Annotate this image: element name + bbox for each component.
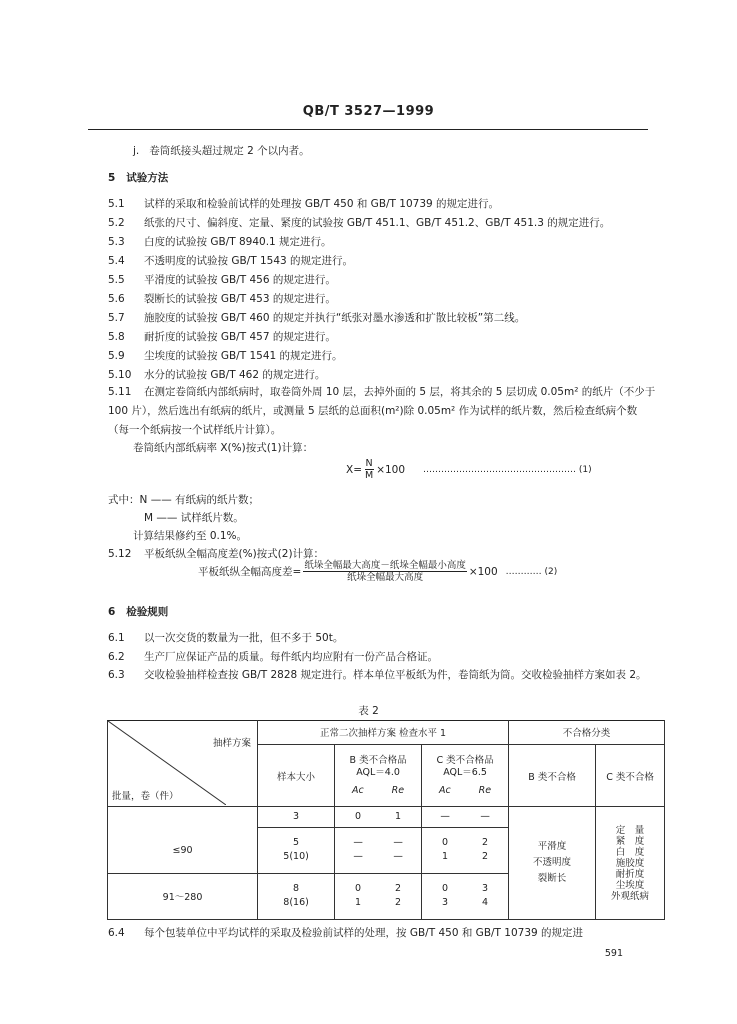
c-accept-cell [422, 807, 509, 828]
clause-5-4 [108, 253, 353, 268]
b-aql-label: AQL＝4.0 [356, 767, 400, 779]
clause-5-9 [108, 348, 343, 363]
clause-5-2 [108, 215, 610, 230]
section-6-title: 检验规则 [126, 606, 169, 618]
sampling-table [107, 720, 665, 920]
clause-number: 5.12 [108, 548, 132, 560]
clause-number: 5.8 [108, 331, 125, 343]
clause-5-5 [108, 272, 336, 287]
clause-number: 6.2 [108, 651, 125, 663]
c-class-header [422, 744, 509, 806]
formula-2-fraction [303, 560, 467, 583]
corner-bottom-label: 批量，卷（件） [112, 791, 179, 803]
clause-5-6 [108, 291, 336, 306]
lot-cell [108, 807, 258, 828]
formula-1-numerator: N [365, 458, 373, 469]
b-re-value: — — [393, 837, 403, 863]
sample-size-cell: 5 5(10) [258, 827, 335, 873]
clause-number: 5.6 [108, 293, 125, 305]
formula-1 [346, 458, 592, 481]
clause-number: 5.5 [108, 274, 125, 286]
c-ac-value: 0 1 [442, 837, 449, 863]
item-j [133, 143, 310, 158]
clause-text: 纸张的尺寸、偏斜度、定量、紧度的试验按 GB/T 451.1、GB/T 451.2、GB/T 451.3 的规定进行。 [144, 217, 611, 229]
clause-6-4 [108, 925, 583, 940]
formula-1-fraction [364, 458, 374, 481]
b-re-value: 2 2 [395, 883, 402, 909]
sample-size-cell: 3 [258, 807, 335, 828]
formula-2-rhs: ×100 [468, 565, 498, 578]
clause-5-12 [108, 546, 324, 561]
rounding-note: 计算结果修约至 0.1%。 [133, 530, 248, 542]
clause-text: 尘埃度的试验按 GB/T 1541 的规定进行。 [144, 350, 343, 362]
where-m: M —— 试样纸片数。 [144, 512, 244, 524]
clause-text: 施胶度的试验按 GB/T 460 的规定并执行“纸张对墨水渗透和扩散比较板”第二线。 [144, 312, 526, 324]
b-ac-value: 0 1 [355, 883, 362, 909]
b-accept-cell [335, 807, 422, 828]
c-re-label: Re [478, 785, 492, 797]
b-nonconf-header: B 类不合格 [509, 744, 596, 806]
clause-text: 白度的试验按 GB/T 8940.1 规定进行。 [144, 236, 332, 248]
table-corner-cell [108, 721, 258, 807]
clause-5-7 [108, 310, 525, 325]
clause-text: 交收检验抽样检查按 GB/T 2828 规定进行。样本单位平板纸为件，卷筒纸为筒。交收检验抽样方案如表 2。 [144, 669, 647, 681]
clause-number: 5.1 [108, 198, 125, 210]
formula-1-denominator: M [365, 470, 374, 481]
clause-text: 平滑度的试验按 GB/T 456 的规定进行。 [144, 274, 336, 286]
item-j-text: 卷筒纸接头超过规定 2 个以内者。 [149, 145, 310, 157]
b-accept-cell [335, 827, 422, 873]
clause-6-1 [108, 630, 343, 645]
clause-6-3 [108, 666, 658, 685]
clause-5-1 [108, 196, 499, 211]
corner-top-label: 抽样方案 [213, 738, 252, 749]
clause-text: 以一次交货的数量为一批，但不多于 50t。 [144, 632, 344, 644]
where-n [108, 492, 259, 507]
clause-5-8 [108, 329, 336, 344]
clause-text: 水分的试验按 GB/T 462 的规定进行。 [144, 369, 326, 381]
clause-number: 6.3 [108, 669, 125, 681]
c-re-value: 2 2 [482, 837, 489, 863]
clause-number: 6.1 [108, 632, 125, 644]
b-ac-value: — — [353, 837, 363, 863]
section-5-number: 5 [108, 172, 116, 184]
formula-2-tag: ………… (2) [505, 566, 558, 577]
clause-5-11 [108, 383, 658, 440]
formula-2-lhs: 平板纸纵全幅高度差= [198, 566, 302, 578]
formula-1-tag: …………………………………………… (1) [423, 464, 592, 475]
clause-6-2 [108, 649, 438, 664]
c-accept-cell [422, 827, 509, 873]
plan-header: 正常二次抽样方案 检查水平 1 [258, 721, 509, 745]
section-6-number: 6 [108, 606, 116, 618]
clause-number: 5.2 [108, 217, 125, 229]
lot-cell: 91～280 [108, 873, 258, 919]
c-accept-cell [422, 873, 509, 919]
b-ac-value: 0 [355, 811, 362, 823]
formula-1-intro: 卷筒纸内部纸病率 X(%)按式(1)计算： [133, 442, 314, 454]
lot-cell: ≤90 [108, 827, 258, 873]
section-5-heading [108, 170, 168, 185]
c-items-cell: 定 量 紧 度 白 度 施胶度 耐折度 尘埃度 外观纸病 [596, 807, 665, 920]
clause-number: 5.4 [108, 255, 125, 267]
c-nonconf-header: C 类不合格 [596, 744, 665, 806]
clause-number: 5.7 [108, 312, 125, 324]
clause-5-3 [108, 234, 332, 249]
b-class-label: B 类不合格品 [349, 755, 407, 767]
formula-2 [198, 560, 557, 583]
table-caption: 表 2 [358, 705, 379, 717]
c-aql-label: AQL＝6.5 [443, 767, 487, 779]
nonconf-header: 不合格分类 [509, 721, 665, 745]
where-label: 式中： [108, 494, 140, 506]
header-rule [88, 129, 648, 130]
b-ac-label: Ac [352, 785, 364, 797]
table-row [108, 807, 665, 828]
clause-5-10 [108, 367, 325, 382]
clause-text: 耐折度的试验按 GB/T 457 的规定进行。 [144, 331, 336, 343]
formula-2-numerator: 纸垛全幅最大高度－纸垛全幅最小高度 [304, 560, 466, 571]
c-re-value: 3 4 [482, 883, 489, 909]
b-items-cell: 平滑度 不透明度 裂断长 [509, 807, 596, 920]
section-5-title: 试验方法 [126, 172, 169, 184]
clause-text: 在测定卷筒纸内部纸病时，取卷筒外周 10 层，去掉外面的 5 层，将其余的 5 层切成 0.05m² 的纸片（不少于 100 片），然后选出有纸病的纸片，或测量 5 层纸的总面积(m²)除 0.05m² 作为试样的纸片数，然后检查纸病个数（每一个纸病按一个试样纸片计算）。 [108, 386, 656, 436]
c-class-label: C 类不合格品 [436, 755, 494, 767]
clause-text: 不透明度的试验按 GB/T 1543 的规定进行。 [144, 255, 354, 267]
where-n-text: N —— 有纸病的纸片数； [139, 494, 260, 506]
clause-number: 6.4 [108, 927, 125, 939]
clause-number: 5.3 [108, 236, 125, 248]
clause-number: 5.9 [108, 350, 125, 362]
clause-text: 每个包装单位中平均试样的采取及检验前试样的处理，按 GB/T 450 和 GB/T 10739 的规定进 [144, 927, 584, 939]
c-ac-value: 0 3 [442, 883, 449, 909]
clause-text: 平板纸纵全幅高度差(%)按式(2)计算： [144, 548, 325, 560]
sample-size-header: 样本大小 [258, 744, 335, 806]
clause-text: 裂断长的试验按 GB/T 453 的规定进行。 [144, 293, 336, 305]
clause-number: 5.10 [108, 369, 132, 381]
c-re-value: — [480, 811, 490, 823]
formula-1-lhs: X= [346, 463, 362, 476]
b-accept-cell [335, 873, 422, 919]
section-6-heading [108, 604, 168, 619]
item-j-label: j. [133, 145, 140, 157]
clause-text: 生产厂应保证产品的质量。每件纸内均应附有一份产品合格证。 [144, 651, 438, 663]
page-number: 591 [604, 948, 623, 959]
clause-number: 5.11 [108, 386, 132, 398]
formula-1-rhs: ×100 [376, 463, 406, 476]
b-re-value: 1 [395, 811, 402, 823]
formula-2-denominator: 纸垛全幅最大高度 [347, 572, 424, 583]
page-header: QB/T 3527—1999 [302, 104, 435, 119]
c-ac-value: — [440, 811, 450, 823]
sample-size-cell: 8 8(16) [258, 873, 335, 919]
clause-text: 试样的采取和检验前试样的处理按 GB/T 450 和 GB/T 10739 的规定进行。 [144, 198, 500, 210]
b-re-label: Re [391, 785, 405, 797]
b-class-header [335, 744, 422, 806]
c-ac-label: Ac [439, 785, 451, 797]
